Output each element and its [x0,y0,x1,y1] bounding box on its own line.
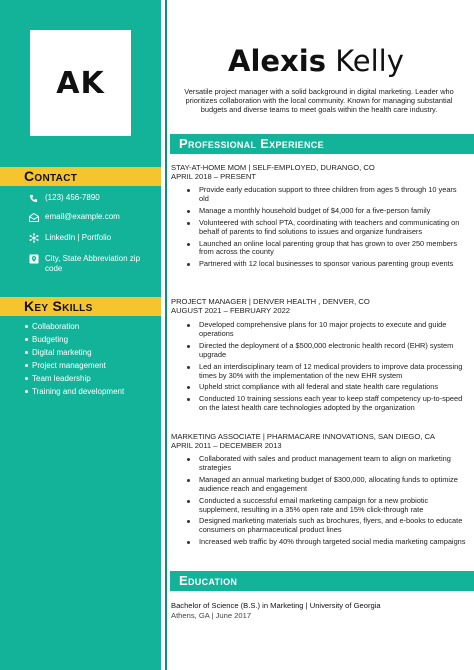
list-item: Launched an online local parenting group that has grown to over 250 members from across the county [199,240,467,258]
skills-heading: Key Skills [0,297,161,316]
phone-icon [28,193,39,203]
job-bullets [199,455,467,547]
email-icon [28,212,39,222]
list-item: Partnered with 12 local businesses to sponsor various parenting group events [199,260,467,269]
location-icon [28,254,39,264]
skill-item: Project management [32,361,106,370]
experience-heading: Professional Experience [170,134,474,154]
list-item: Provide early education support to three children from ages 5 through 10 years old [199,186,467,204]
skill-item: Team leadership [32,374,91,383]
first-name: Alexis [228,44,326,78]
monogram-box [30,30,131,136]
monogram: AK [56,65,105,101]
education-heading: Education [170,571,474,591]
list-item: Conducted 10 training sessions each year to keep staff competency up-to-speed on the latest health care technologies adopted by the organization [199,395,467,413]
list-item: Upheld strict compliance with all federal and state health care regulations [199,383,467,392]
sidebar-divider-shadow [165,0,167,670]
contact-links[interactable] [28,233,158,243]
contact-email-text: email@example.com [45,212,120,221]
job-title: PROJECT MANAGER | DENVER HEALTH , DENVER, CO [171,297,370,306]
job-dates: APRIL 2018 – PRESENT [171,172,256,181]
job-dates: AUGUST 2021 – FEBRUARY 2022 [171,306,291,315]
skill-item: Budgeting [32,335,69,344]
contact-phone-text: (123) 456-7890 [45,193,100,202]
list-item: Increased web traffic by 40% through targeted social media marketing campaigns [199,537,466,547]
contact-links-text: LinkedIn | Portfolio [45,233,112,242]
skill-item: Digital marketing [32,348,92,357]
list-item: Manage a monthly household budget of $4,000 for a five-person family [199,207,467,216]
list-item: Developed comprehensive plans for 10 major projects to execute and guide operations [199,321,467,339]
link-icon [28,233,39,243]
list-item: Volunteered with school PTA, coordinating with teachers and communicating on behalf of parents to find solutions to issues and organize fundraisers [199,219,467,237]
job-title: MARKETING ASSOCIATE | PHARMACARE INNOVATIONS, SAN DIEGO, CA [171,432,435,441]
list-item: Collaborated with sales and product management team to align on marketing strategies [199,455,467,473]
contact-email[interactable] [28,212,158,222]
skill-item: Training and development [32,387,125,396]
job-bullets [199,321,467,413]
contact-heading: Contact [0,167,161,186]
education-meta: Athens, GA | June 2017 [171,611,252,620]
education-degree: Bachelor of Science (B.S.) in Marketing | University of Georgia [171,601,381,610]
list-item: Managed an annual marketing budget of $300,000, allocating funds to optimize audience reach and engagement [199,476,467,494]
list-item: Directed the deployment of a $500,000 electronic health record (EHR) system upgrade [199,342,467,360]
summary: Versatile project manager with a solid background in digital marketing. Leader who prioritizes collaboration with the local community. Known for managing substantial budgets and diverse teams to meet goals within the health care industry. [184,87,454,115]
contact-phone[interactable] [28,193,158,203]
contact-location-text: City, State Abbreviation zip code [45,254,141,273]
candidate-name [228,44,404,78]
skill-item: Collaboration [32,322,80,331]
contact-location [28,254,158,274]
list-item: Designed marketing materials such as brochures, flyers, and e-books to educate consumers on pharmaceutical product lines [199,517,467,535]
last-name: Kelly [335,44,404,78]
list-item: Led an interdisciplinary team of 12 medical providers to improve data processing times by 30% with the implementation of the new EHR system [199,363,467,381]
job-title: STAY-AT-HOME MOM | SELF-EMPLOYED, DURANGO, CO [171,163,375,172]
job-dates: APRIL 2011 – DECEMBER 2013 [171,441,282,450]
list-item: Conducted a successful email marketing campaign for a new probiotic supplement, resulting in a 35% open rate and 15% click-through rate [199,497,467,515]
job-bullets [199,186,467,269]
